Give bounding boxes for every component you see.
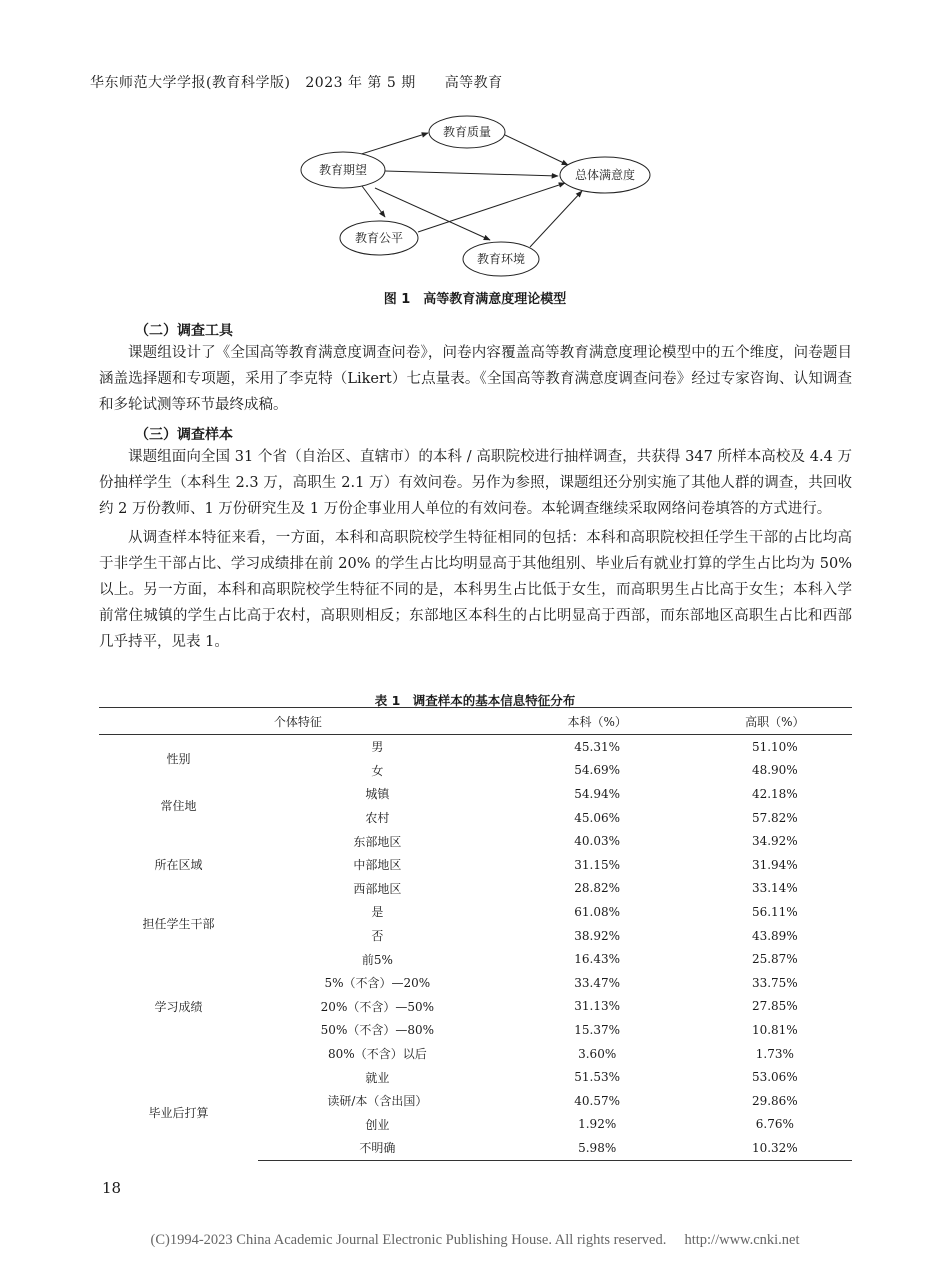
category-cell: 城镇 — [365, 787, 390, 802]
undergraduate-value: 15.37% — [574, 1022, 621, 1037]
header-vocational: 高职（%） — [698, 708, 852, 735]
group-label: 性别 — [166, 752, 191, 767]
category-cell: 否 — [371, 929, 384, 944]
header-undergraduate: 本科（%） — [497, 708, 698, 735]
undergraduate-value: 16.43% — [574, 952, 621, 967]
label-quality: 教育质量 — [442, 125, 492, 139]
undergraduate-value: 5.98% — [497, 1136, 698, 1160]
category-cell: 男 — [371, 740, 384, 755]
undergraduate-value: 51.53% — [574, 1070, 621, 1085]
vocational-value: 6.76% — [755, 1117, 794, 1132]
copyright-notice: (C)1994-2023 China Academic Journal Electronic Publishing House. All rights reserved. http://www.cnki.net — [150, 1232, 800, 1248]
vocational-value: 31.94% — [751, 857, 798, 872]
vocational-value: 48.90% — [751, 763, 798, 778]
label-expectation: 教育期望 — [318, 163, 368, 177]
category-cell: 就业 — [365, 1070, 390, 1085]
table-row — [99, 782, 852, 806]
group-label: 担任学生干部 — [142, 917, 215, 932]
arrow-expectation-quality — [355, 133, 428, 156]
table-header-row — [99, 708, 852, 735]
issue-info: 2023 年 第 5 期 — [305, 75, 416, 91]
vocational-value: 10.32% — [698, 1136, 852, 1160]
undergraduate-value: 1.92% — [578, 1117, 617, 1132]
journal-name: 华东师范大学学报(教育科学版) — [90, 75, 291, 91]
undergraduate-value: 33.47% — [574, 975, 621, 990]
vocational-value: 10.81% — [751, 1022, 798, 1037]
undergraduate-value: 31.15% — [574, 857, 621, 872]
category-cell: 是 — [371, 905, 384, 920]
undergraduate-value: 40.57% — [574, 1093, 621, 1108]
category-cell: 80%（不含）以后 — [328, 1047, 427, 1062]
page-number: 18 — [102, 1179, 122, 1197]
table-row — [99, 735, 852, 759]
arrow-environment-satisfaction — [530, 191, 582, 247]
table-body — [99, 735, 852, 1161]
table-row — [99, 829, 852, 853]
figure-caption: 图 1 高等教育满意度理论模型 — [383, 292, 567, 307]
column-name: 高等教育 — [444, 75, 503, 91]
group-label: 学习成绩 — [154, 999, 203, 1014]
undergraduate-value: 31.13% — [574, 999, 621, 1014]
vocational-value: 43.89% — [751, 928, 798, 943]
undergraduate-value: 3.60% — [578, 1046, 617, 1061]
category-cell: 50%（不含）—80% — [320, 1023, 435, 1038]
paragraph-sample-text-2: 从调查样本特征来看，一方面，本科和高职院校学生特征相同的包括：本科和高职院校担任学生干部的占比均高于非学生干部占比、学习成绩排在前 20% 的学生占比均明显高于其他组别、毕业后有就业打算的学生占比均为 50% 以上。另一方面，本科和高职院校学生特征不同的是，本科男生占比低于女生，而高职男生占比高于女生；本科入学前常住城镇的学生占比高于农村，高职则相反；东部地区本科生的占比明显高于西部，而东部地区高职生占比和西部几乎持平，见表 1。 — [99, 530, 852, 650]
undergraduate-value: 61.08% — [574, 904, 621, 919]
vocational-value: 25.87% — [751, 952, 798, 967]
paragraph-sample-text-1: 课题组面向全国 31 个省（自治区、直辖市）的本科 / 高职院校进行抽样调查，共获得 347 所样本高校及 4.4 万份抽样学生（本科生 2.3 万，高职生 2.1 万）有效问卷。另作为参照，课题组还分别实施了其他人群的调查，共回收约 2 万份教师、1 万份研究生及 1 万份企事业用人单位的有效问卷。本轮调查继续采取网络问卷填答的方式进行。 — [99, 449, 852, 517]
category-cell: 中部地区 — [353, 858, 402, 873]
category-cell: 女 — [371, 763, 384, 778]
vocational-value: 27.85% — [751, 999, 798, 1014]
table-row — [99, 1065, 852, 1089]
category-cell: 前5% — [361, 952, 393, 967]
paragraph-sample — [99, 444, 852, 655]
vocational-value: 1.73% — [755, 1046, 794, 1061]
label-satisfaction: 总体满意度 — [574, 168, 636, 182]
undergraduate-value: 40.03% — [574, 834, 621, 849]
table-row — [99, 900, 852, 924]
category-cell: 5%（不含）—20% — [324, 976, 431, 991]
undergraduate-value: 38.92% — [574, 928, 621, 943]
arrow-expectation-satisfaction — [385, 171, 558, 176]
vocational-value: 33.14% — [751, 881, 798, 896]
vocational-value: 34.92% — [751, 834, 798, 849]
undergraduate-value: 54.69% — [574, 763, 621, 778]
undergraduate-value: 45.06% — [574, 810, 621, 825]
category-cell: 创业 — [365, 1117, 390, 1132]
undergraduate-value: 45.31% — [574, 739, 621, 754]
category-cell: 西部地区 — [353, 881, 402, 896]
paragraph-tools-text: 课题组设计了《全国高等教育满意度调查问卷》，问卷内容覆盖高等教育满意度理论模型中的五个维度，问卷题目涵盖选择题和专项题，采用了李克特（Likert）七点量表。《全国高等教育满意度调查问卷》经过专家咨询、认知调查和多轮试测等环节最终成稿。 — [99, 345, 852, 413]
paragraph-tools — [99, 340, 852, 418]
group-label: 毕业后打算 — [148, 1106, 209, 1121]
vocational-value: 51.10% — [751, 739, 798, 754]
category-cell: 农村 — [365, 811, 390, 826]
vocational-value: 33.75% — [751, 975, 798, 990]
section-heading-sample: （三）调查样本 — [135, 427, 233, 443]
sample-characteristics-table — [99, 707, 852, 1161]
category-cell: 东部地区 — [353, 834, 402, 849]
vocational-value: 56.11% — [751, 904, 798, 919]
table-row — [99, 947, 852, 971]
arrow-fairness-satisfaction — [418, 183, 565, 232]
header-characteristic: 个体特征 — [99, 708, 497, 735]
running-header — [90, 72, 513, 92]
category-cell: 不明确 — [258, 1136, 497, 1160]
group-label: 常住地 — [160, 799, 197, 814]
vocational-value: 42.18% — [751, 786, 798, 801]
arrow-quality-satisfaction — [505, 135, 568, 165]
section-heading-tools: （二）调查工具 — [135, 323, 233, 339]
satisfaction-model-diagram — [290, 110, 660, 280]
group-label: 所在区域 — [154, 858, 203, 873]
undergraduate-value: 54.94% — [574, 786, 621, 801]
label-fairness: 教育公平 — [354, 231, 404, 245]
vocational-value: 29.86% — [751, 1093, 798, 1108]
category-cell: 读研/本（含出国） — [327, 1094, 428, 1109]
vocational-value: 57.82% — [751, 810, 798, 825]
label-environment: 教育环境 — [476, 252, 526, 266]
vocational-value: 53.06% — [751, 1070, 798, 1085]
category-cell: 20%（不含）—50% — [320, 999, 435, 1014]
table-caption: 表 1 调查样本的基本信息特征分布 — [374, 693, 576, 708]
undergraduate-value: 28.82% — [574, 881, 621, 896]
